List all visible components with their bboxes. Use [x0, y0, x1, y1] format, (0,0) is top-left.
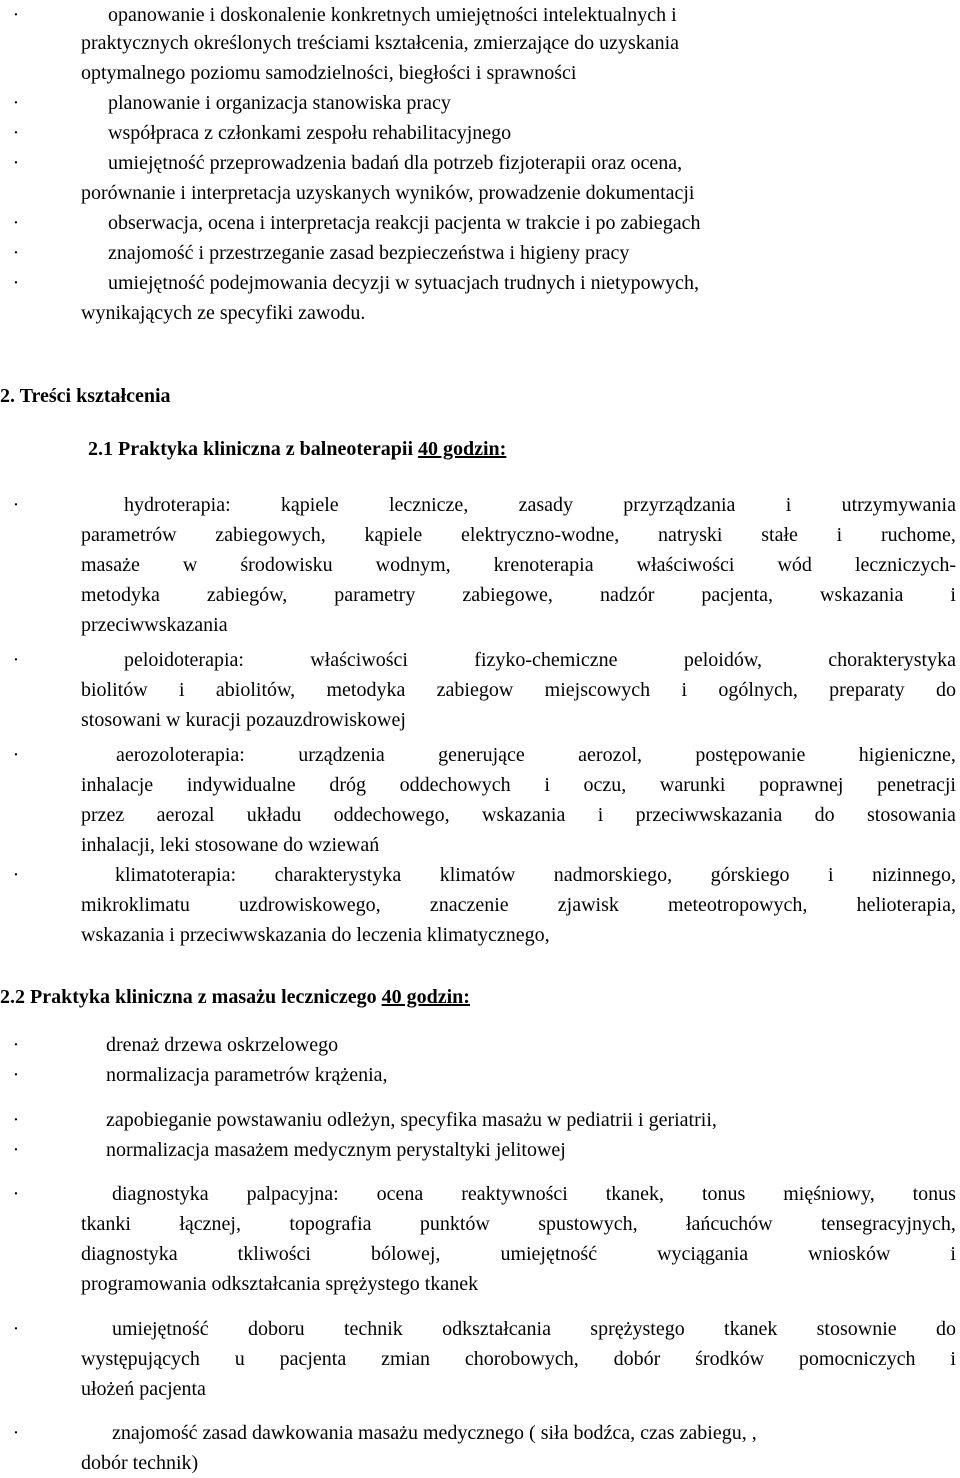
- bullet-marker: ·: [12, 494, 20, 516]
- text-line: opanowanie i doskonalenie konkretnych umiejętności intelektualnych i: [108, 4, 677, 26]
- section-2-1-heading-part: 40 godzin:: [418, 438, 507, 460]
- text-line: metodyka zabiegów, parametry zabiegowe, nadzór pacjenta, wskazania i: [81, 584, 956, 606]
- text-line: inhalacje indywidualne dróg oddechowych i oczu, warunki poprawnej penetracji: [81, 774, 956, 796]
- text-line: ułożeń pacjenta: [81, 1378, 206, 1400]
- text-line: umiejętność podejmowania decyzji w sytuacjach trudnych i nietypowych,: [108, 272, 699, 294]
- bullet-marker: ·: [12, 864, 20, 886]
- text-line: normalizacja parametrów krążenia,: [106, 1064, 388, 1086]
- text-line: wskazania i przeciwwskazania do leczenia klimatycznego,: [81, 924, 550, 946]
- text-line: praktycznych określonych treściami kształcenia, zmierzające do uzyskania: [81, 32, 680, 54]
- bullet-marker: ·: [12, 242, 20, 264]
- text-line: obserwacja, ocena i interpretacja reakcji pacjenta w trakcie i po zabiegach: [108, 212, 701, 234]
- text-line: planowanie i organizacja stanowiska pracy: [108, 92, 451, 114]
- bullet-marker: ·: [12, 152, 20, 174]
- bullet-marker: ·: [12, 4, 20, 26]
- section-2-1-heading-part: 2.1 Praktyka kliniczna z balneoterapii: [88, 438, 418, 460]
- section-2-2-heading-part: 40 godzin:: [381, 986, 470, 1008]
- text-line: parametrów zabiegowych, kąpiele elektryczno-wodne, natryski stałe i ruchome,: [81, 524, 956, 546]
- section-2-heading-part: 2. Treści kształcenia: [0, 385, 171, 407]
- bullet-marker: ·: [12, 1422, 20, 1444]
- text-line: znajomość i przestrzeganie zasad bezpieczeństwa i higieny pracy: [108, 242, 630, 264]
- section-2-1-heading: [88, 434, 506, 464]
- bullet-marker: ·: [12, 272, 20, 294]
- text-line: drenaż drzewa oskrzelowego: [106, 1034, 339, 1056]
- text-line: porównanie i interpretacja uzyskanych wyników, prowadzenie dokumentacji: [81, 182, 695, 204]
- text-line: stosowani w kuracji pozauzdrowiskowej: [81, 709, 406, 731]
- bullet-marker: ·: [12, 1064, 20, 1086]
- section-2-2-heading-part: 2.2 Praktyka kliniczna z masażu leczniczego: [0, 986, 382, 1008]
- text-line: zapobieganie powstawaniu odleżyn, specyfika masażu w pediatrii i geriatrii,: [106, 1109, 717, 1131]
- text-line: mikroklimatu uzdrowiskowego, znaczenie zjawisk meteotropowych, helioterapia,: [81, 894, 956, 916]
- bullet-marker: ·: [12, 1318, 20, 1340]
- text-line: wynikających ze specyfiki zawodu.: [81, 302, 366, 324]
- bullet-marker: ·: [12, 649, 20, 671]
- bullet-marker: ·: [12, 1139, 20, 1161]
- text-line: umiejętność doboru technik odkształcania sprężystego tkanek stosownie do: [112, 1318, 956, 1340]
- text-line: diagnostyka tkliwości bólowej, umiejętność wyciągania wniosków i: [81, 1243, 956, 1265]
- text-line: hydroterapia: kąpiele lecznicze, zasady przyrządzania i utrzymywania: [124, 494, 956, 516]
- text-line: występujących u pacjenta zmian chorobowych, dobór środków pomocniczych i: [81, 1348, 956, 1370]
- bullet-marker: ·: [12, 212, 20, 234]
- text-line: normalizacja masażem medycznym perystaltyki jelitowej: [106, 1139, 566, 1161]
- text-line: przeciwwskazania: [81, 614, 228, 636]
- section-2-2-heading: [0, 982, 470, 1012]
- section-2-heading: [0, 381, 171, 411]
- text-line: znajomość zasad dawkowania masażu medycznego ( siła bodźca, czas zabiegu, ,: [112, 1422, 757, 1444]
- bullet-marker: ·: [12, 1034, 20, 1056]
- bullet-marker: ·: [12, 1109, 20, 1131]
- text-line: peloidoterapia: właściwości fizyko-chemiczne peloidów, chorakterystyka: [124, 649, 956, 671]
- text-line: diagnostyka palpacyjna: ocena reaktywności tkanek, tonus mięśniowy, tonus: [112, 1183, 956, 1205]
- text-line: dobór technik): [81, 1452, 199, 1474]
- text-line: aerozoloterapia: urządzenia generujące aerozol, postępowanie higieniczne,: [116, 744, 956, 766]
- text-line: umiejętność przeprowadzenia badań dla potrzeb fizjoterapii oraz ocena,: [108, 152, 683, 174]
- bullet-marker: ·: [12, 1183, 20, 1205]
- text-line: masaże w środowisku wodnym, krenoterapia właściwości wód leczniczych-: [81, 554, 956, 576]
- bullet-marker: ·: [12, 744, 20, 766]
- text-line: inhalacji, leki stosowane do wziewań: [81, 834, 380, 856]
- text-line: przez aerozal układu oddechowego, wskazania i przeciwwskazania do stosowania: [81, 804, 956, 826]
- text-line: biolitów i abiolitów, metodyka zabiegow miejscowych i ogólnych, preparaty do: [81, 679, 956, 701]
- bullet-marker: ·: [12, 122, 20, 144]
- text-line: współpraca z członkami zespołu rehabilitacyjnego: [108, 122, 512, 144]
- text-line: programowania odkształcania sprężystego tkanek: [81, 1273, 479, 1295]
- text-line: tkanki łącznej, topografia punktów spustowych, łańcuchów tensegracyjnych,: [81, 1213, 956, 1235]
- bullet-marker: ·: [12, 92, 20, 114]
- text-line: optymalnego poziomu samodzielności, biegłości i sprawności: [81, 62, 577, 84]
- text-line: klimatoterapia: charakterystyka klimatów nadmorskiego, górskiego i nizinnego,: [115, 864, 956, 886]
